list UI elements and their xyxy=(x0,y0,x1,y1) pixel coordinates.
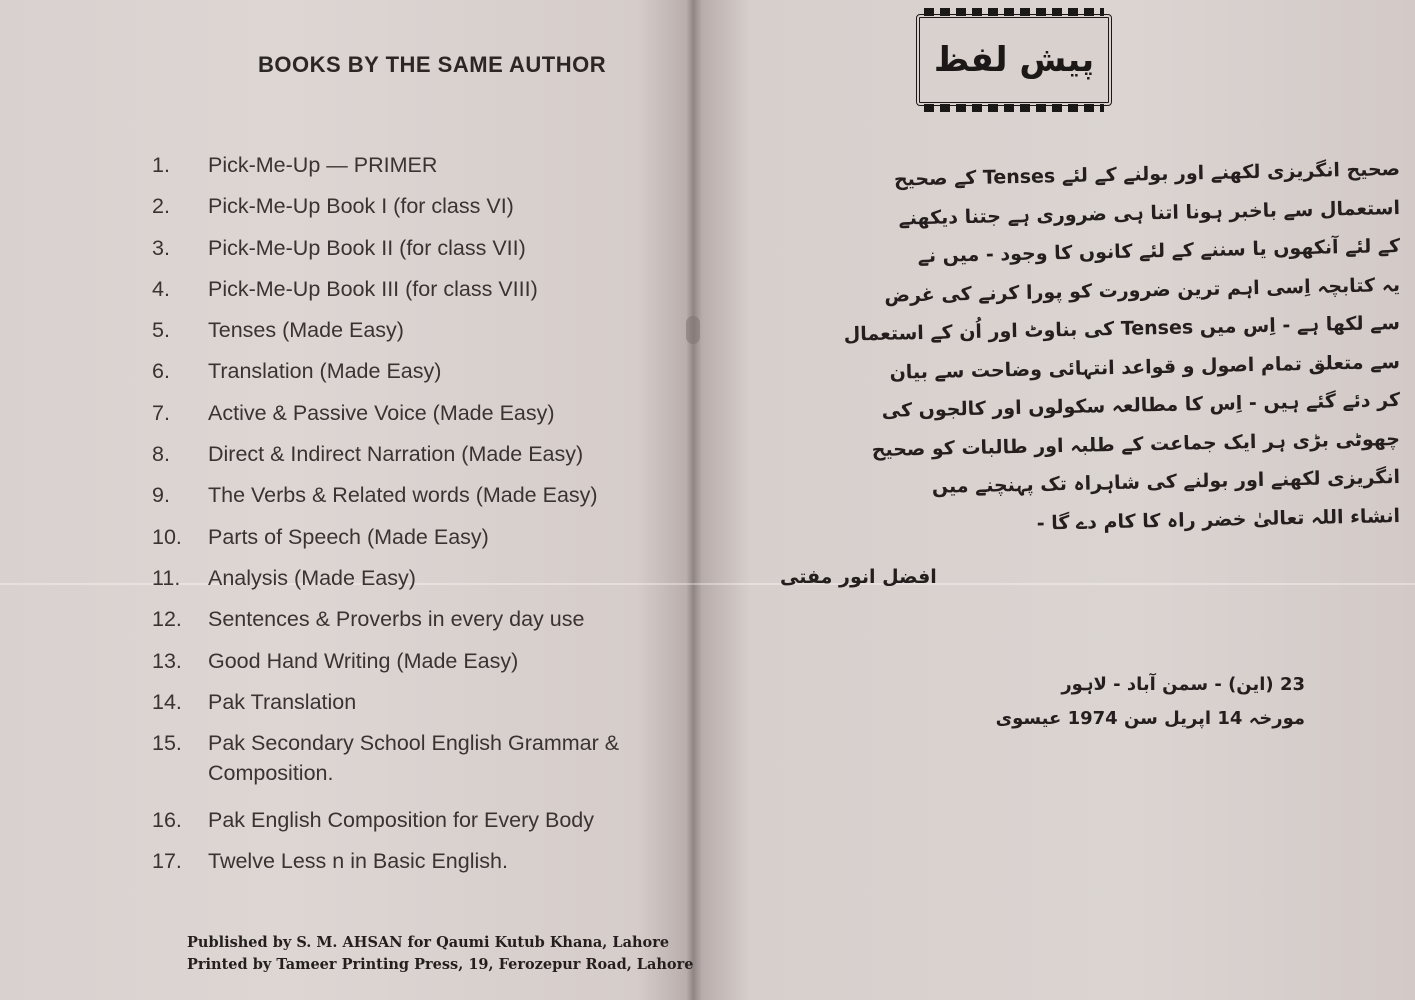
book-number: 14. xyxy=(152,689,182,714)
preface-heading: پیش لفظ xyxy=(933,40,1095,80)
list-item xyxy=(152,558,672,599)
book-title: Pick-Me-Up Book II (for class VII) xyxy=(208,235,526,260)
preface-line: کے لئے آنکھوں یا سننے کے لئے کانوں کا وجود - میں نے xyxy=(917,235,1401,268)
author-signature: افضل انور مفتی xyxy=(780,566,937,588)
list-item xyxy=(152,800,672,841)
book-title: The Verbs & Related words (Made Easy) xyxy=(208,483,598,508)
imprint-printed: Printed by Tameer Printing Press, 19, Ferozepur Road, Lahore xyxy=(187,956,694,973)
book-number: 8. xyxy=(152,442,170,467)
list-item xyxy=(152,723,672,800)
book-number: 6. xyxy=(152,359,170,384)
preface-line: چھوٹی بڑی ہر ایک جماعت کے طلبہ اور طالبات کو صحیح xyxy=(871,427,1401,461)
list-item xyxy=(152,641,672,682)
book-number: 3. xyxy=(152,235,170,260)
preface-line: صحیح انگریزی لکھنے اور بولنے کے لئے Tenses کے صحیح xyxy=(893,158,1401,191)
imprint-published: Published by S. M. AHSAN for Qaumi Kutub Khana, Lahore xyxy=(187,934,670,951)
book-title: Pak English Composition for Every Body xyxy=(208,808,594,833)
book-number: 7. xyxy=(152,400,170,425)
book-number: 2. xyxy=(152,194,170,219)
list-item xyxy=(152,228,672,269)
book-title: Active & Passive Voice (Made Easy) xyxy=(208,400,555,425)
list-item xyxy=(152,475,672,516)
preface-heading-frame xyxy=(916,14,1112,106)
book-number: 16. xyxy=(152,808,182,833)
preface-line: استعمال سے باخبر ہونا اتنا ہی ضروری ہے جتنا دیکھنے xyxy=(898,196,1401,229)
book-title: Direct & Indirect Narration (Made Easy) xyxy=(208,442,584,467)
preface-line: کر دئے گئے ہیں - اِس کا مطالعہ سکولوں اور کالجوں کی xyxy=(881,389,1401,422)
preface-line: انگریزی لکھنے اور بولنے کی شاہراہ تک پہنچنے میں xyxy=(931,466,1401,498)
book-number: 13. xyxy=(152,648,182,673)
list-item xyxy=(152,434,672,475)
book-title: Twelve Less n in Basic English. xyxy=(208,849,508,874)
list-item xyxy=(152,517,672,558)
address-line: 23 (این) - سمن آباد - لاہور xyxy=(1061,674,1305,695)
book-title: Pick-Me-Up — PRIMER xyxy=(208,153,438,177)
list-item xyxy=(152,682,672,723)
book-number: 5. xyxy=(152,318,170,343)
book-title: Pick-Me-Up Book III (for class VIII) xyxy=(208,276,538,301)
list-item xyxy=(152,841,672,882)
book-number: 1. xyxy=(152,153,170,177)
preface-line: انشاء اللہ تعالیٰ خضر راہ کا کام دے گا - xyxy=(1036,504,1401,535)
book-title: Pak Translation xyxy=(208,689,357,714)
book-number: 10. xyxy=(152,524,182,549)
author-address xyxy=(995,668,1305,736)
book-title: Tenses (Made Easy) xyxy=(208,318,404,343)
date-line: مورخہ 14 اپریل سن 1974 عیسوی xyxy=(995,708,1305,729)
book-title: Good Hand Writing (Made Easy) xyxy=(208,648,519,673)
list-item xyxy=(152,186,672,227)
preface-body xyxy=(760,150,1400,535)
book-number: 12. xyxy=(152,607,182,632)
list-item xyxy=(152,351,672,392)
right-page xyxy=(700,0,1415,1000)
preface-line: یہ کتابچہ اِسی اہم ترین ضرورت کو پورا کرنے کی غرض xyxy=(884,273,1401,307)
book-number: 15. xyxy=(152,731,182,756)
preface-line: سے لکھا ہے - اِس میں Tenses کی بناوٹ اور اُن کے استعمال xyxy=(843,312,1401,346)
book-title: Pick-Me-Up Book I (for class VI) xyxy=(208,194,514,219)
book-number: 9. xyxy=(152,483,170,508)
preface-line: سے متعلق تمام اصول و قواعد انتہائی وضاحت سے بیان xyxy=(889,350,1401,384)
book-title: Translation (Made Easy) xyxy=(208,359,442,384)
list-item xyxy=(152,145,672,186)
imprint xyxy=(187,932,693,976)
books-heading: BOOKS BY THE SAME AUTHOR xyxy=(258,52,607,77)
book-title: Analysis (Made Easy) xyxy=(208,565,416,590)
book-number: 17. xyxy=(152,849,182,874)
list-item xyxy=(152,269,672,310)
book-title: Parts of Speech (Made Easy) xyxy=(208,524,489,549)
book-title: Pak Secondary School English Grammar & Composition. xyxy=(208,731,620,786)
list-item xyxy=(152,310,672,351)
left-page xyxy=(0,0,694,1000)
book-number: 11. xyxy=(152,565,181,590)
book-title: Sentences & Proverbs in every day use xyxy=(208,607,585,632)
book-number: 4. xyxy=(152,276,170,301)
list-item xyxy=(152,599,672,640)
book-list xyxy=(152,145,672,883)
list-item xyxy=(152,393,672,434)
